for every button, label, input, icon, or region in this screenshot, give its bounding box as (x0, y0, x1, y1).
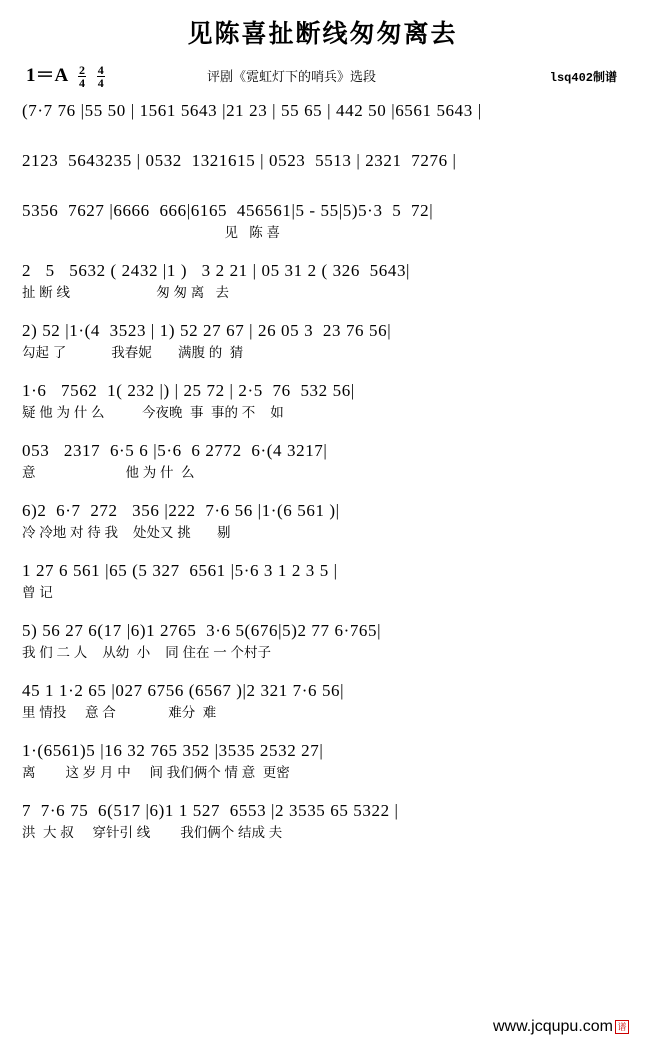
notation-line: 1·6 7562 1( 232 |) | 25 72 | 2·5 76 532 56| (22, 381, 355, 400)
system-5 (22, 318, 623, 364)
system-1 (22, 98, 623, 144)
notation-line: 1·(6561)5 |16 32 765 352 |3535 2532 27| (22, 741, 324, 760)
system-2 (22, 148, 623, 194)
lyric-line: 勾起 了 我春妮 满腹 的 猜 (22, 345, 244, 360)
time-signature-1 (78, 64, 86, 89)
system-12 (22, 738, 623, 784)
system-8 (22, 498, 623, 544)
notation-line: 5) 56 27 6(17 |6)1 2765 3·6 5(676|5)2 77 6·765| (22, 621, 382, 640)
key-signature-label: 1＝A (26, 65, 68, 86)
lyric-line (22, 124, 623, 144)
system-9 (22, 558, 623, 604)
seal-icon: 谱 (615, 1020, 629, 1034)
lyric-line: 洪 大 叔 穿针引 线 我们俩个 结成 夫 (22, 825, 283, 840)
notation-line: 2123 5643235 | 0532 1321615 | 0523 5513 | 2321 7276 | (22, 151, 457, 170)
lyric-line: 扯 断 线 匆 匆 离 去 (22, 285, 230, 300)
lyric-line: 意 他 为 什 么 (22, 465, 195, 480)
system-6 (22, 378, 623, 424)
notation-line: (7·7 76 |55 50 | 1561 5643 |21 23 | 55 65 | 442 50 |6561 5643 | (22, 101, 482, 120)
notation-line: 2) 52 |1·(4 3523 | 1) 52 27 67 | 26 05 3 23 76 56| (22, 321, 392, 340)
system-11 (22, 678, 623, 724)
score-credit: lsq402制谱 (549, 71, 617, 85)
lyric-line: 冷 冷地 对 待 我 处处又 挑 剔 (22, 525, 231, 540)
lyric-line: 离 这 岁 月 中 间 我们俩个 情 意 更密 (22, 765, 290, 780)
time-signature-1-numerator: 2 (78, 63, 85, 78)
time-signature-2-denominator: 4 (97, 76, 104, 91)
music-body (22, 98, 623, 844)
system-4 (22, 258, 623, 304)
site-url: www.jcqupu.com (492, 1018, 613, 1035)
score-subtitle: 评剧《霓虹灯下的哨兵》选段 (207, 69, 377, 84)
sheet-music-page (0, 14, 645, 1044)
notation-line: 45 1 1·2 65 |027 6756 (6567 )|2 321 7·6 56| (22, 681, 345, 700)
system-10 (22, 618, 623, 664)
notation-line: 6)2 6·7 272 356 |222 7·6 56 |1·(6 561 )| (22, 501, 340, 520)
time-signature-1-denominator: 4 (78, 76, 85, 91)
lyric-line: 我 们 二 人 从幼 小 同 住在 一 个村子 (22, 645, 272, 660)
system-13 (22, 798, 623, 844)
site-watermark (493, 1018, 629, 1036)
notation-line: 5356 7627 |6666 666|6165 456561|5 - 55|5)5·3 5 72| (22, 201, 434, 220)
system-7 (22, 438, 623, 484)
lyric-line: 见 陈 喜 (22, 225, 281, 240)
lyric-line: 里 情投 意 合 难分 难 (22, 705, 217, 720)
lyric-line: 曾 记 (22, 585, 53, 600)
score-header (22, 52, 623, 94)
page-title: 见陈喜扯断线匆匆离去 (187, 20, 458, 48)
time-signature-2-numerator: 4 (97, 63, 104, 78)
time-signature-2 (97, 64, 105, 89)
lyric-line (22, 174, 623, 194)
notation-line: 1 27 6 561 |65 (5 327 6561 |5·6 3 1 2 3 5 | (22, 561, 338, 580)
system-3 (22, 198, 623, 244)
notation-line: 053 2317 6·5 6 |5·6 6 2772 6·(4 3217| (22, 441, 328, 460)
lyric-line: 疑 他 为 什 么 今夜晚 事 事的 不 如 (22, 405, 284, 420)
key-signature (26, 60, 105, 89)
notation-line: 2 5 5632 ( 2432 |1 ) 3 2 21 | 05 31 2 ( 326 5643| (22, 261, 411, 280)
notation-line: 7 7·6 75 6(517 |6)1 1 527 6553 |2 3535 65 5322 | (22, 801, 399, 820)
